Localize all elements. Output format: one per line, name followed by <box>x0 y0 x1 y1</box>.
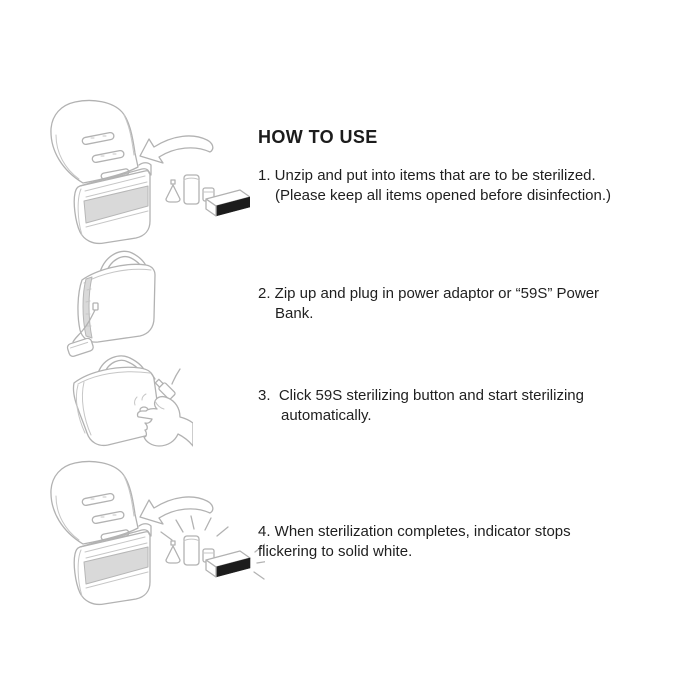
plug-cable <box>172 369 180 384</box>
step-2-line-1: 2. Zip up and plug in power adaptor or “59S” Power <box>258 285 600 302</box>
step-3-line-2: automatically. <box>281 407 372 424</box>
zipped-bag-power-cable-illustration <box>62 246 167 361</box>
sterilization-complete-shining-items-illustration <box>25 448 265 613</box>
step-1-line-2: (Please keep all items opened before disinfection.) <box>275 187 612 204</box>
hand-pressing-sterilize-button-illustration <box>58 353 193 448</box>
sterilized-items <box>166 536 250 577</box>
step-3 <box>258 386 584 426</box>
step-1 <box>258 166 611 206</box>
insert-arrow-icon <box>140 136 213 163</box>
open-bag-loading-items-illustration <box>35 95 250 247</box>
step-4-line-2: flickering to solid white. <box>258 543 413 560</box>
step-2 <box>258 284 599 324</box>
step-1-line-1: 1. Unzip and put into items that are to be sterilized. <box>258 167 596 184</box>
charge-port <box>93 303 98 310</box>
step-2-line-2: Bank. <box>275 305 314 322</box>
step-4-line-1: 4. When sterilization completes, indicator stops <box>258 523 571 540</box>
step-3-line-1: 3. Click 59S sterilizing button and start sterilizing <box>258 387 584 404</box>
page-title: HOW TO USE <box>258 127 378 147</box>
step-4 <box>258 522 571 562</box>
items-to-sterilize <box>166 175 250 216</box>
